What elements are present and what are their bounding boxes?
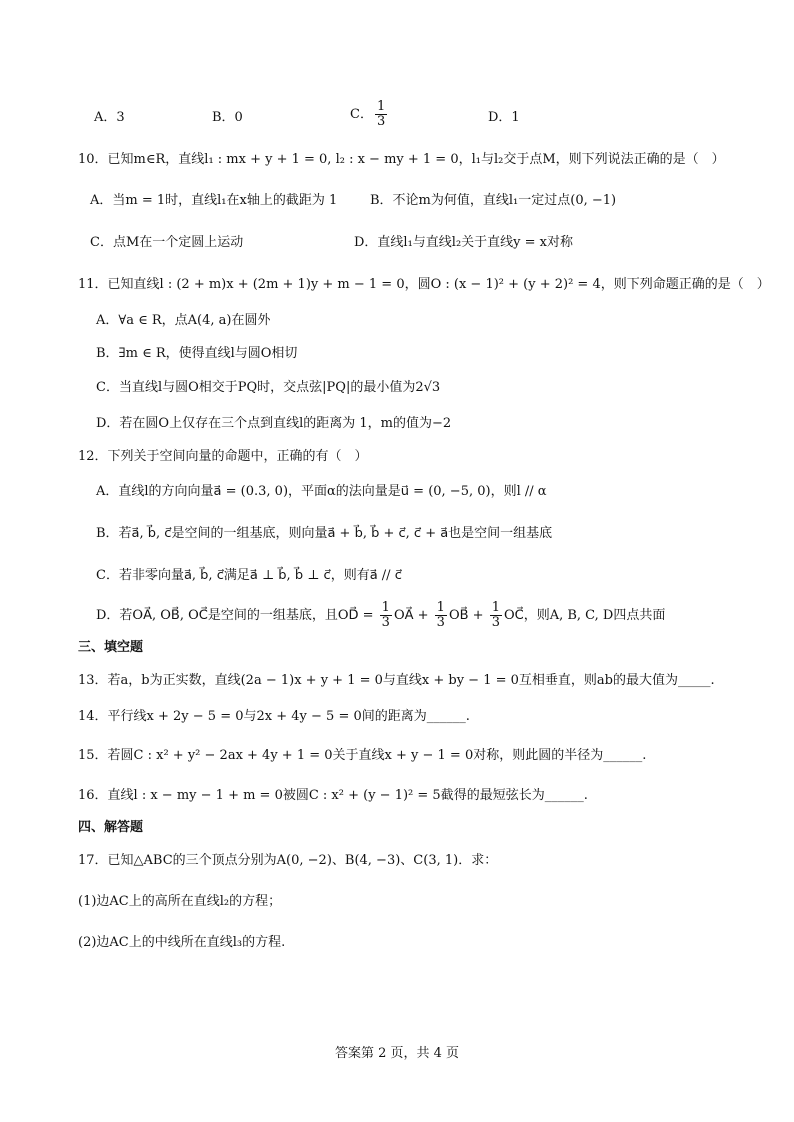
q9-option-c-fraction	[375, 100, 387, 129]
q10-option-b: B．不论m为何值，直线l₁一定过点(0, −1)	[370, 193, 617, 208]
q9-option-a: A．3	[94, 110, 125, 125]
q15: 15．若圆C : x² + y² − 2ax + 4y + 1 = 0关于直线x + y − 1 = 0对称，则此圆的半径为______.	[78, 748, 647, 763]
q9-c-denominator: 3	[376, 114, 386, 129]
q11-option-c: C．当直线l与圆O相交于PQ时，交点弦|PQ|的最小值为2√3	[96, 380, 441, 395]
q9-c-numerator: 1	[376, 99, 386, 114]
q11-option-a: A．∀a ∈ R，点A(4, a)在圆外	[96, 313, 271, 328]
section-4-heading: 四、解答题	[78, 820, 144, 835]
q9-option-d: D．1	[488, 110, 520, 125]
q12-d-fraction-1	[380, 601, 392, 630]
q9-option-b: B．0	[212, 110, 243, 125]
q12-stem: 12．下列关于空间向量的命题中，正确的有（ ）	[78, 449, 368, 464]
q16: 16．直线l : x − my − 1 + m = 0被圆C : x² + (y − 1)² = 5截得的最短弦长为______.	[78, 788, 588, 803]
q17-part-2: (2)边AC上的中线所在直线l₃的方程.	[78, 935, 286, 950]
q12-option-d	[96, 601, 665, 630]
q9-option-c-label: C．	[350, 107, 373, 122]
q12-d-term-3: OC⃗，则A, B, C, D四点共面	[503, 608, 666, 623]
fraction-denominator: 3	[491, 615, 500, 630]
q10-option-c: C．点M在一个定圆上运动	[90, 235, 244, 250]
q11-option-d: D．若在圆O上仅存在三个点到直线l的距离为 1，m的值为−2	[96, 416, 452, 431]
section-3-heading: 三、填空题	[78, 640, 144, 655]
q12-option-a: A．直线l的方向向量a⃗ = (0.3, 0)，平面α的法向量是u⃗ = (0, −5, 0)，则l // α	[96, 484, 547, 499]
fraction-numerator: 1	[436, 600, 445, 615]
q12-d-term-1: OA⃗ +	[393, 608, 429, 623]
fraction-denominator: 3	[381, 615, 390, 630]
q9-option-c	[350, 100, 389, 129]
q12-d-fraction-2	[435, 601, 447, 630]
q17-part-1: (1)边AC上的高所在直线l₂的方程；	[78, 894, 282, 909]
fraction-denominator: 3	[436, 615, 445, 630]
q10-option-d: D．直线l₁与直线l₂关于直线y = x对称	[354, 235, 573, 250]
q10-option-a: A．当m = 1时，直线l₁在x轴上的截距为 1	[90, 193, 338, 208]
q10-stem: 10．已知m∈R，直线l₁ : mx + y + 1 = 0, l₂ : x − my + 1 = 0，l₁与l₂交于点M，则下列说法正确的是（ ）	[78, 152, 725, 167]
q17-stem: 17．已知△ABC的三个顶点分别为A(0, −2)、B(4, −3)、C(3, 1)．求：	[78, 853, 498, 868]
fraction-numerator: 1	[381, 600, 390, 615]
q14: 14．平行线x + 2y − 5 = 0与2x + 4y − 5 = 0间的距离为______.	[78, 709, 470, 724]
page-footer: 答案第 2 页，共 4 页	[334, 1046, 460, 1061]
q12-option-c: C．若非零向量a⃗, b⃗, c⃗满足a⃗ ⊥ b⃗, b⃗ ⊥ c⃗，则有a⃗ // c⃗	[96, 568, 402, 583]
q13: 13．若a，b为正实数，直线(2a − 1)x + y + 1 = 0与直线x + by − 1 = 0互相垂直，则ab的最大值为_____.	[78, 673, 715, 688]
q11-option-b: B．∃m ∈ R，使得直线l与圆O相切	[96, 346, 298, 361]
q12-d-term-2: OB⃗ +	[448, 608, 484, 623]
q11-stem: 11．已知直线l : (2 + m)x + (2m + 1)y + m − 1 = 0，圆O : (x − 1)² + (y + 2)² = 4，则下列命题正确的是（ ）	[78, 277, 770, 292]
q12-option-b: B．若a⃗, b⃗, c⃗是空间的一组基底，则向量a⃗ + b⃗, b⃗ + c⃗, c⃗ + a⃗也是空间一组基底	[96, 526, 553, 541]
fraction-numerator: 1	[491, 600, 500, 615]
q12-d-prefix: D．若OA⃗, OB⃗, OC⃗是空间的一组基底，且OD⃗ =	[96, 608, 374, 623]
q12-d-fraction-3	[490, 601, 502, 630]
